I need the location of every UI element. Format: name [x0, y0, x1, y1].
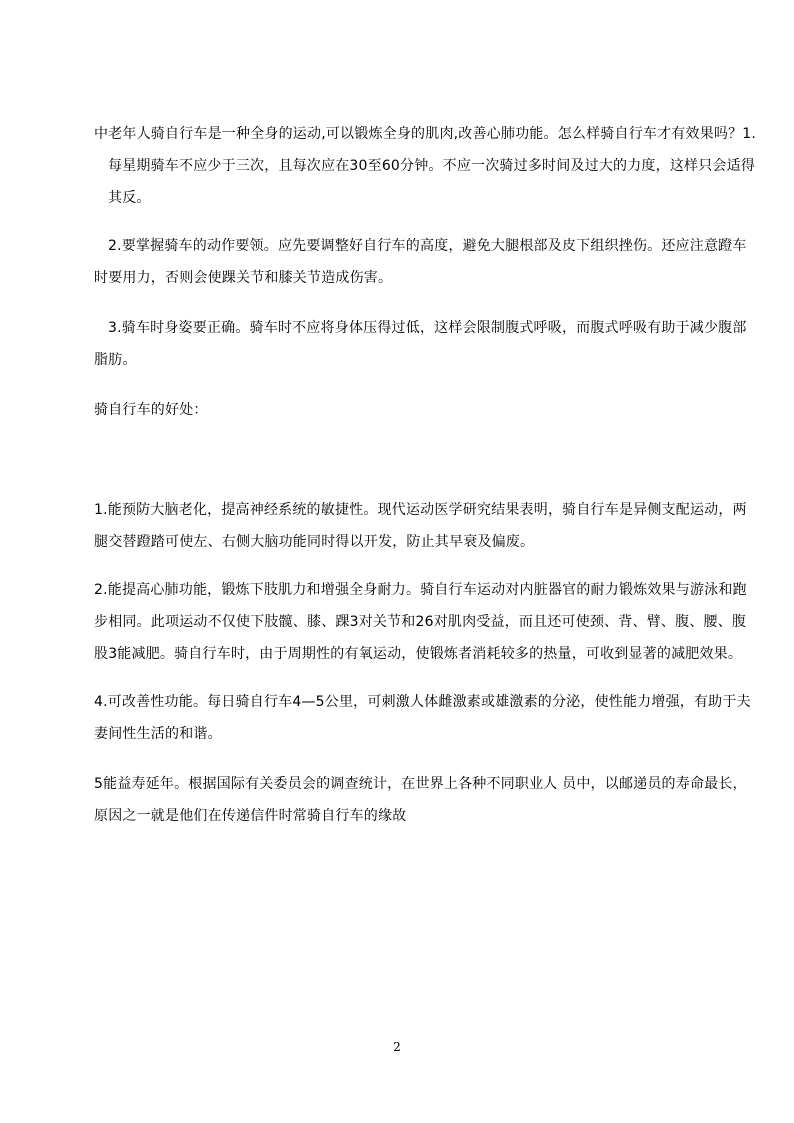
tip-paragraph-3: 3.骑车时身姿要正确。骑车时不应将身体压得过低，这样会限制腹式呼吸，而腹式呼吸有助于减少腹部脂肪。	[94, 320, 747, 368]
benefit-paragraph-2: 2.能提高心肺功能，锻炼下肢肌力和增强全身耐力。骑自行车运动对内脏器官的耐力锻炼效果与游泳和跑步相同。此项运动不仅使下肢髋、膝、踝3对关节和26对肌肉受益，而且还可使颈、背、臂、腹、腰、腹股3能减肥。骑自行车时，由于周期性的有氧运动，使锻炼者消耗较多的热量，可收到显著的减肥效果。	[94, 582, 747, 662]
benefit-paragraph-4: 4.可改善性功能。每日骑自行车4—5公里，可刺激人体雌激素或雄激素的分泌，使性能力增强，有助于夫妻间性生活的和谐。	[94, 694, 751, 742]
tip-paragraph-2: 2.要掌握骑车的动作要领。应先要调整好自行车的高度，避免大腿根部及皮下组织挫伤。还应注意蹬车时要用力，否则会使踝关节和膝关节造成伤害。	[94, 238, 747, 286]
benefits-heading: 骑自行车的好处：	[94, 402, 208, 418]
page-number: 2	[393, 1040, 401, 1054]
intro-paragraph	[94, 118, 758, 214]
intro-first-line: 中老年人骑自行车是一种全身的运动,可以锻炼全身的肌肉,改善心肺功能。怎么样骑自行车才有效果吗？1.	[94, 126, 757, 142]
intro-continuation: 每星期骑车不应少于三次，且每次应在30至60分钟。不应一次骑过多时间及过大的力度，这样只会适得其反。	[108, 158, 756, 206]
benefit-paragraph-5: 5能益寿延年。根据国际有关委员会的调查统计，在世界上各种不同职业人 员中，以邮递员的寿命最长，原因之一就是他们在传递信件时常骑自行车的缘故	[94, 776, 747, 824]
benefit-paragraph-1: 1.能预防大脑老化，提高神经系统的敏捷性。现代运动医学研究结果表明，骑自行车是异侧支配运动，两腿交替蹬踏可使左、右侧大脑功能同时得以开发，防止其早衰及偏废。	[94, 502, 747, 550]
